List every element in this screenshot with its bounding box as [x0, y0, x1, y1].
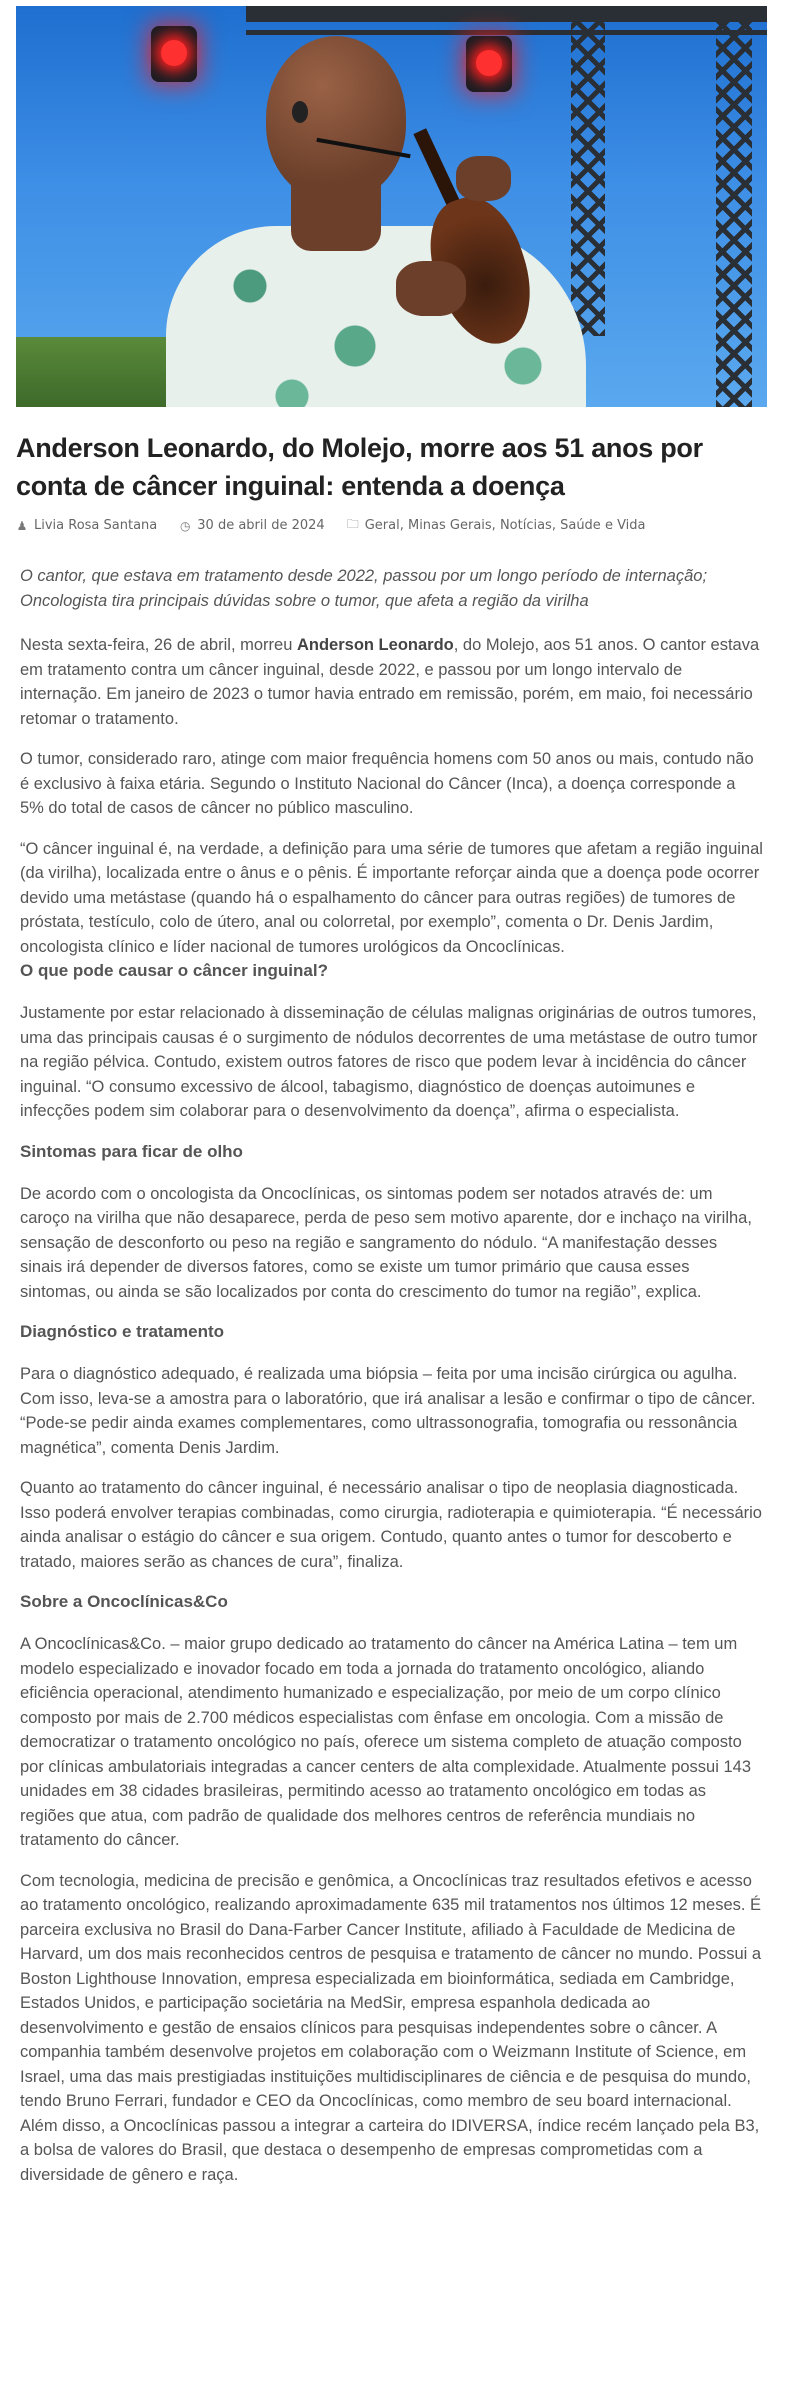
paragraph: Com tecnologia, medicina de precisão e genômica, a Oncoclínicas traz resultados efetivos e acesso ao tratamento oncológico, realizando aproximadamente 635 mil tratamentos nos últimos 12 meses. É parceira exclusiva no Brasil do Dana-Farber Cancer Institute, afiliado à Faculdade de Medicina de Harvard, um dos mais reconhecidos centros de pesquisa e tratamento de câncer no mundo. Possui a Boston Lighthouse Innovation, empresa especializada em bioinformática, sediada em Cambridge, Estados Unidos, e participação societária na MedSir, empresa espanhola dedicada ao desenvolvimento e gestão de ensaios clínicos para pesquisas independentes sobre o câncer. A companhia também desenvolve projetos em colaboração com o Weizmann Institute of Science, em Israel, uma das mais prestigiadas instituições multidisciplinares de ciência e de pesquisa do mundo, tendo Bruno Ferrari, fundador e CEO da Oncoclínicas, como membro de seu board internacional. Além disso, a Oncoclínicas passou a integrar a carteira do IDIVERSA, índice recém lançado pela B3, a bolsa de valores do Brasil, que destaca o desempenho de empresas comprometidas com a diversidade de gênero e raça.	[20, 1871, 762, 2184]
publish-date: 30 de abril de 2024	[197, 518, 325, 533]
paragraph	[20, 633, 763, 731]
paragraph: “O câncer inguinal é, na verdade, a definição para uma série de tumores que afetam a região inguinal (da virilha), localizada entre o ânus e o pênis. É importante reforçar ainda que a doença pode ocorrer devido uma metástase (quando há o espalhamento do câncer para outras regiões) de tumores de próstata, testículo, colo de útero, anal ou colorretal, por exemplo”, comenta o Dr. Denis Jardim, oncologista clínico e líder nacional de tumores urológicos da Oncoclínicas.	[20, 839, 763, 956]
text: , do Molejo, aos 51 anos. O cantor estava em tratamento contra um câncer inguinal, desde 2022, e passou por um longo intervalo de internação. Em janeiro de 2023 o tumor havia entrado em remissão, porém, em maio, foi necessário retomar o tratamento.	[20, 636, 760, 728]
stage-light	[151, 26, 197, 82]
stage-truss	[716, 6, 752, 407]
text: Nesta sexta-feira, 26 de abril, morreu	[20, 636, 297, 654]
paragraph: A Oncoclínicas&Co. – maior grupo dedicado ao tratamento do câncer na América Latina – tem um modelo especializado e inovador focado em toda a jornada do tratamento oncológico, aliando eficiência operacional, atendimento humanizado e especialização, por meio de um corpo clínico composto por mais de 2.700 médicos especialistas com ênfase em oncologia. Com a missão de democratizar o tratamento oncológico no país, oferece um sistema completo de atuação composto por clínicas ambulatoriais integradas a cancer centers de alta complexidade. Atualmente possui 143 unidades em 38 cidades brasileiras, permitindo acesso ao tratamento oncológico em todas as regiões que atua, com padrão de qualidade dos melhores centros de referência mundiais no tratamento do câncer.	[20, 1635, 752, 1849]
user-icon: ♟	[16, 518, 28, 533]
paragraph: Justamente por estar relacionado à disseminação de células malignas originárias de outros tumores, uma das principais causas é o surgimento de nódulos decorrentes de uma metástase de outro tumor na região pélvica. Contudo, existem outros fatores de risco que podem levar à incidência do câncer inguinal. “O consumo excessivo de álcool, tabagismo, diagnóstico de doenças autoimunes e infecções podem sim colaborar para o desenvolvimento da doença”, afirma o especialista.	[20, 1004, 758, 1120]
singer-hand	[456, 156, 511, 201]
singer-head	[266, 36, 406, 201]
stage-truss	[246, 30, 767, 35]
clock-icon: ◷	[180, 518, 191, 533]
section-heading: Sintomas para ficar de olho	[20, 1141, 243, 1161]
article-meta	[16, 515, 767, 536]
section-heading: Diagnóstico e tratamento	[20, 1322, 225, 1341]
paragraph: Para o diagnóstico adequado, é realizada uma biópsia – feita por uma incisão cirúrgica ou agulha. Com isso, leva-se a amostra para o laboratório, que irá analisar a lesão e confirmar o tipo de câncer. “Pode-se pedir ainda exames complementares, como ultrassonografia, tomografia ou ressonância magnética”, comenta Denis Jardim.	[20, 1365, 756, 1457]
stage-truss	[571, 6, 605, 336]
folder-icon: 🗀	[346, 517, 359, 531]
author-link[interactable]: Livia Rosa Santana	[34, 518, 158, 533]
article-title: Anderson Leonardo, do Molejo, morre aos 51 anos por conta de câncer inguinal: entenda a doença	[16, 433, 703, 501]
background-foliage	[16, 337, 176, 407]
section-heading: Sobre a Oncoclínicas&Co	[20, 1592, 228, 1611]
article-container	[16, 6, 767, 2203]
earpiece	[292, 101, 308, 123]
article-lead: O cantor, que estava em tratamento desde 2022, passou por um longo período de internação; Oncologista tira principais dúvidas sobre o tumor, que afeta a região da virilha	[20, 567, 708, 610]
article-hero-image	[16, 6, 767, 407]
stage-light	[466, 36, 512, 92]
paragraph: Quanto ao tratamento do câncer inguinal, é necessário analisar o tipo de neoplasia diagnosticada. Isso poderá envolver terapias combinadas, como cirurgia, radioterapia e quimioterapia. “É necessário ainda analisar o estágio do câncer e sua origem. Contudo, quanto antes o tumor for descoberto e tratado, maiores serão as chances de cura”, finaliza.	[20, 1479, 762, 1571]
paragraph: De acordo com o oncologista da Oncoclínicas, os sintomas podem ser notados através de: um caroço na virilha que não desaparece, perda de peso sem motivo aparente, dor e inchaço na virilha, sensação de desconforto ou peso na região e sangramento do nódulo. “A manifestação desses sinais irá depender de diversos fatores, como se existe um tumor primário que causa esses sintomas, ou ainda se são localizados por conta do crescimento do tumor na região”, explica.	[20, 1184, 752, 1301]
singer-hand	[396, 261, 466, 316]
category-links[interactable]: Geral, Minas Gerais, Notícias, Saúde e Vida	[364, 518, 646, 533]
bold-name: Anderson Leonardo	[296, 636, 454, 654]
stage-truss	[246, 6, 767, 22]
paragraph: O tumor, considerado raro, atinge com maior frequência homens com 50 anos ou mais, contudo não é exclusivo à faixa etária. Segundo o Instituto Nacional do Câncer (Inca), a doença corresponde a 5% do total de casos de câncer no público masculino.	[20, 750, 754, 817]
section-heading: O que pode causar o câncer inguinal?	[20, 961, 328, 980]
article-body	[16, 564, 767, 2187]
